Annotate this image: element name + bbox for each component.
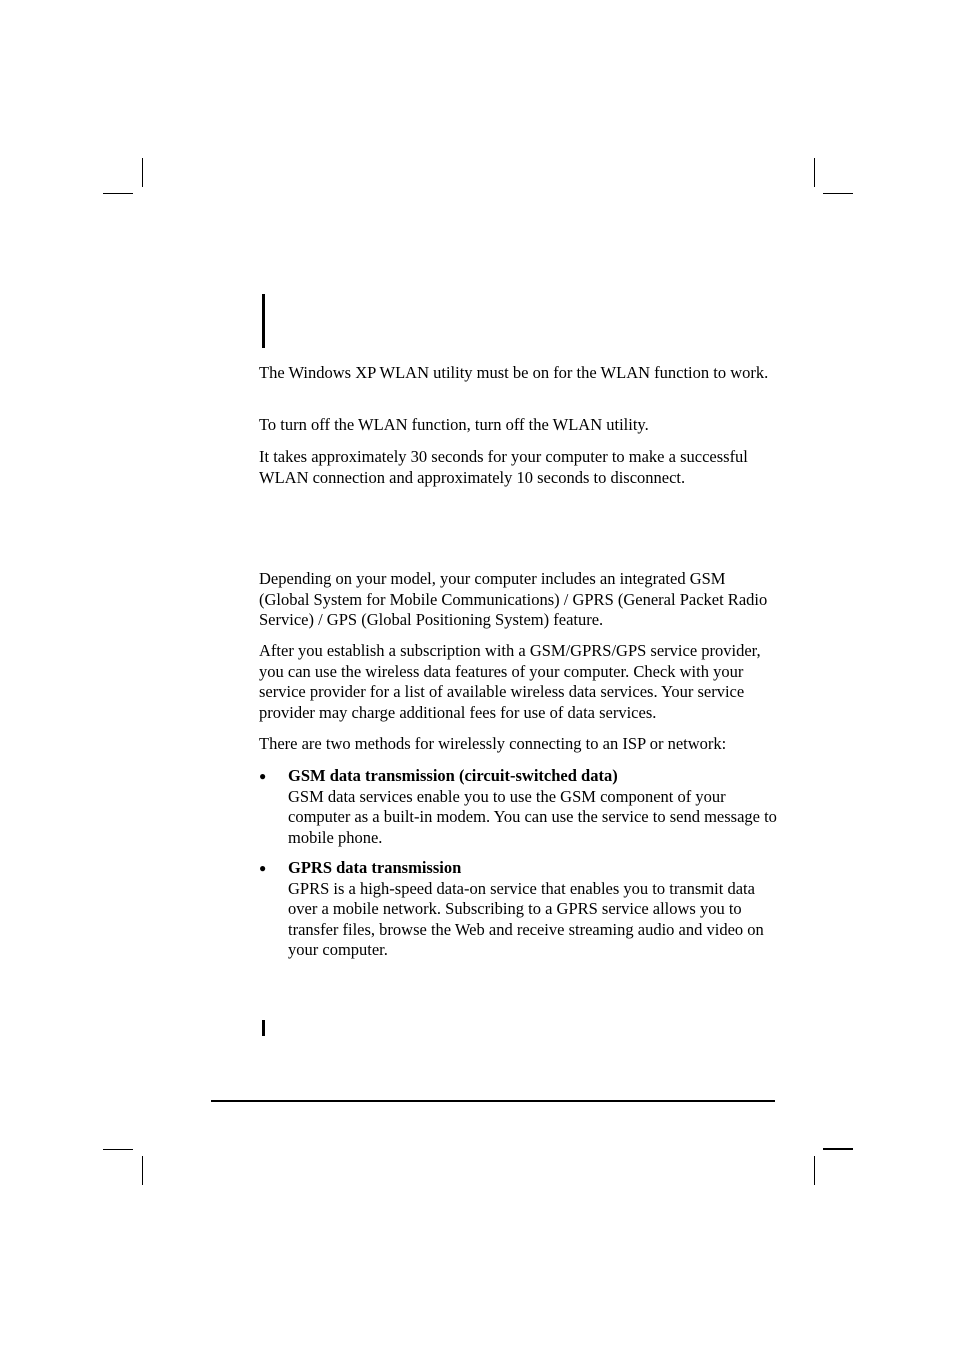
change-bar-top — [262, 294, 265, 348]
list-item-title: GSM data transmission (circuit-switched data) — [288, 766, 618, 785]
paragraph-subscription: After you establish a subscription with a GSM/GPRS/GPS service provider, you can use the wireless data features of your computer. Check with your service provider for a list of available wireless data services. Your service provider may charge additional fees for use of data services. — [259, 641, 761, 722]
crop-mark-top-left-h — [103, 193, 133, 194]
crop-mark-bottom-left-h — [103, 1149, 133, 1150]
paragraph-gsm-intro: Depending on your model, your computer includes an integrated GSM (Global System for Mobile Communications) / GPRS (General Packet Radio Service) / GPS (Global Positioning System) feature. — [259, 569, 768, 629]
paragraph-connection-time: It takes approximately 30 seconds for your computer to make a successful WLAN connection and approximately 10 seconds to disconnect. — [259, 447, 748, 487]
list-item-text: GSM data services enable you to use the GSM component of your computer as a built-in modem. You can use the service to send message to mobile phone. — [288, 786, 777, 847]
footer-rule — [211, 1100, 775, 1102]
crop-mark-bottom-left-v — [142, 1156, 143, 1185]
crop-mark-top-right-h — [823, 193, 853, 194]
list-item-title: GPRS data transmission — [288, 858, 462, 877]
list-item-text: GPRS is a high-speed data-on service that enables you to transmit data over a mobile network. Subscribing to a GPRS service allows you to transfer files, browse the Web and receive streaming audio and video on your computer. — [288, 878, 764, 959]
crop-mark-top-right-v — [814, 158, 815, 187]
bullet-icon: ● — [259, 861, 267, 875]
change-bar-bottom — [262, 1020, 265, 1036]
crop-mark-bottom-right-v — [814, 1156, 815, 1185]
paragraph-two-methods: There are two methods for wirelessly connecting to an ISP or network: — [259, 734, 727, 753]
crop-mark-top-left-v — [142, 158, 143, 187]
paragraph-turn-off-wlan: To turn off the WLAN function, turn off the WLAN utility. — [259, 415, 649, 434]
crop-mark-bottom-right-h — [823, 1148, 853, 1150]
bullet-icon: ● — [259, 769, 267, 783]
paragraph-wlan-utility: The Windows XP WLAN utility must be on for the WLAN function to work. — [259, 363, 769, 382]
